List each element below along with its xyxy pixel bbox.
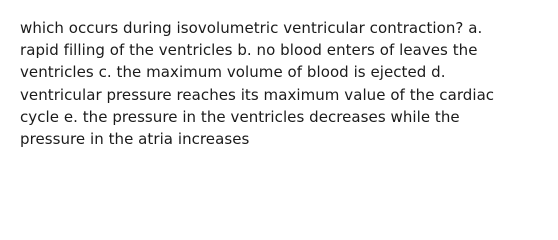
question-line: which occurs during isovolumetric ventricular contraction? a. xyxy=(20,19,483,37)
question-line: rapid filling of the ventricles b. no blood enters of leaves the xyxy=(20,41,478,60)
question-line: ventricular pressure reaches its maximum value of the cardiac xyxy=(20,85,495,104)
question-line: pressure in the atria increases xyxy=(20,130,250,149)
question-line: ventricles c. the maximum volume of blood is ejected d. xyxy=(20,63,446,82)
question-text xyxy=(20,17,540,150)
question-line: cycle e. the pressure in the ventricles decreases while the xyxy=(20,107,460,126)
